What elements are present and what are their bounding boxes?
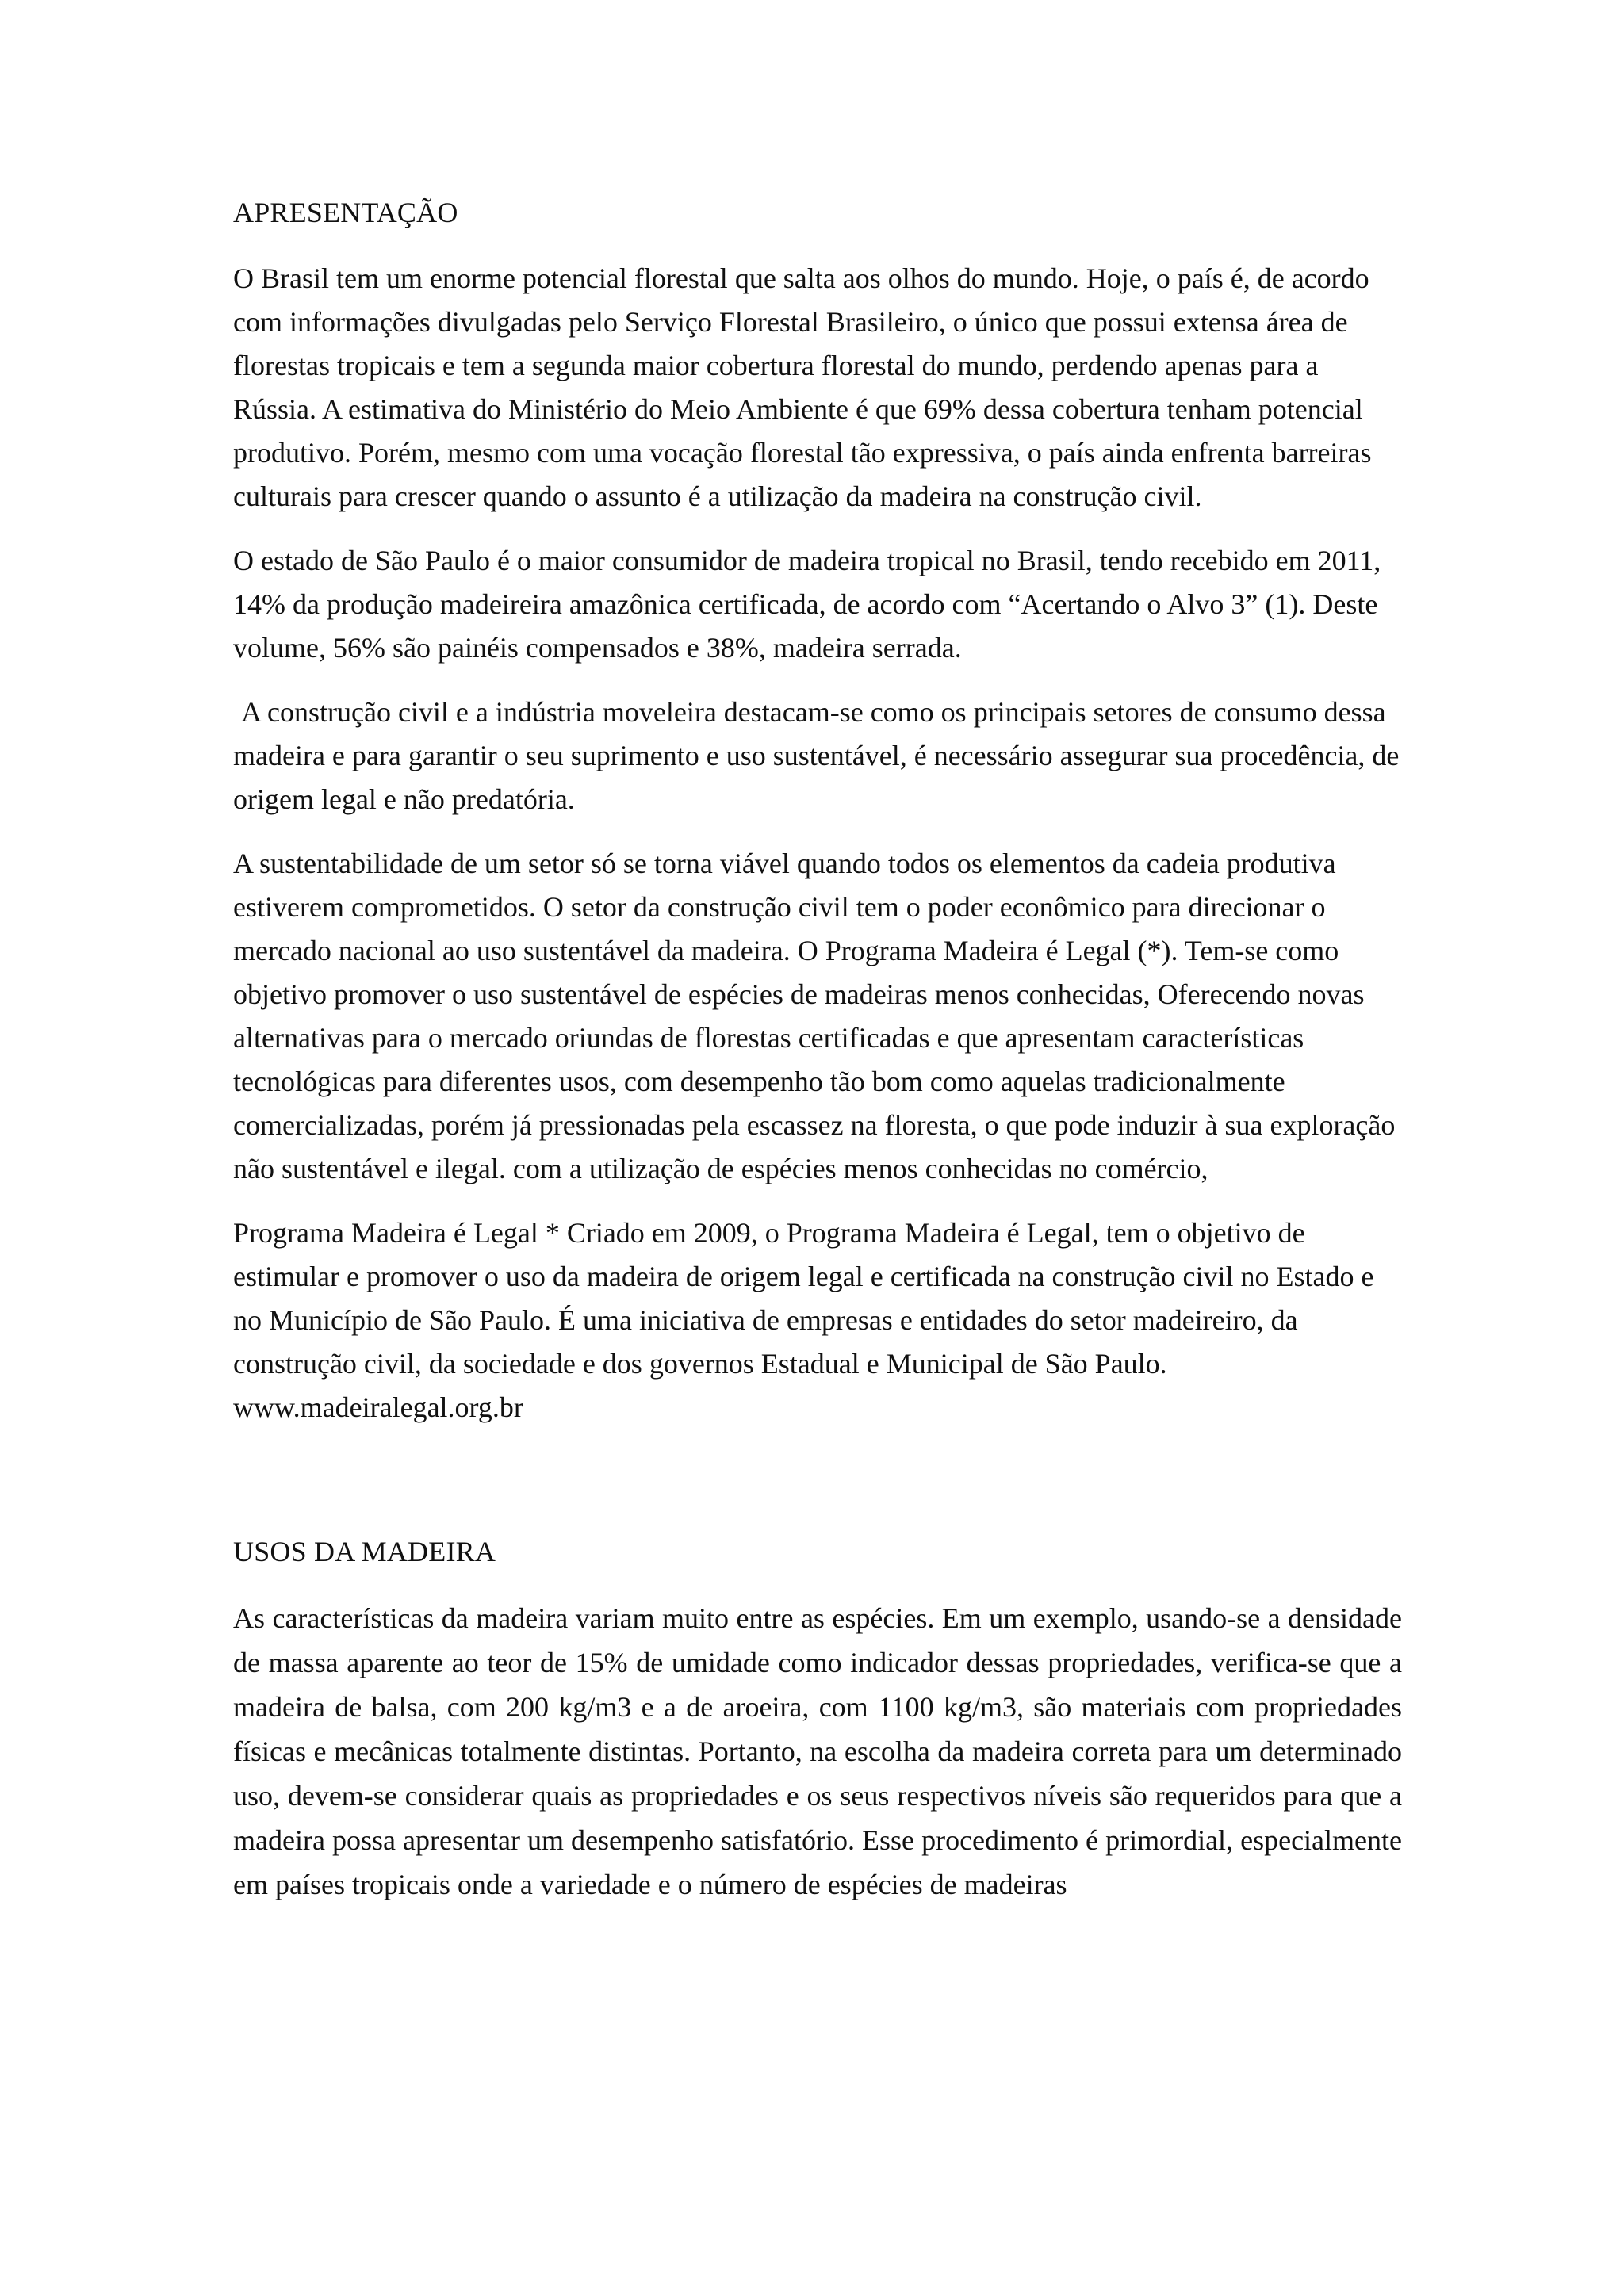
paragraph-construcao-moveleira: A construção civil e a indústria moveleira destacam-se como os principais setores de consumo dessa madeira e para garantir o seu suprimento e uso sustentável, é necessário assegurar sua procedência, de origem legal e não predatória. — [233, 696, 1400, 815]
section-heading-apresentacao: APRESENTAÇÃO — [233, 197, 458, 228]
section-spacer — [233, 1450, 1402, 1529]
paragraph-caracteristicas-madeira: As características da madeira variam muito entre as espécies. Em um exemplo, usando-se a densidade de massa aparente ao teor de 15% de umidade como indicador dessas propriedades, verifica-se que a madeira de balsa, com 200 kg/m3 e a de aroeira, com 1100 kg/m3, são materiais com propriedades físicas e mecânicas totalmente distintas. Portanto, na escolha da madeira correta para um determinado uso, devem-se considerar quais as propriedades e os seus respectivos níveis são requeridos para que a madeira possa apresentar um desempenho satisfatório. Esse procedimento é primordial, especialmente em países tropicais onde a variedade e o número de espécies de madeiras — [233, 1602, 1402, 1900]
paragraph-sao-paulo-consumo: O estado de São Paulo é o maior consumidor de madeira tropical no Brasil, tendo recebido em 2011, 14% da produção madeireira amazônica certificada, de acordo com “Acertando o Alvo 3” (1). Deste volume, 56% são painéis compensados e 38%, madeira serrada. — [233, 545, 1381, 664]
paragraph-sustentabilidade: A sustentabilidade de um setor só se torna viável quando todos os elementos da cadeia produtiva estiverem comprometidos. O setor da construção civil tem o poder econômico para direcionar o mercado nacional ao uso sustentável da madeira. O Programa Madeira é Legal (*). Tem-se como objetivo promover o uso sustentável de espécies de madeiras menos conhecidas, Oferecendo novas alternativas para o mercado oriundas de florestas certificadas e que apresentam características tecnológicas para diferentes usos, com desempenho tão bom como aquelas tradicionalmente comercializadas, porém já pressionadas pela escassez na floresta, o que pode induzir à sua exploração não sustentável e ilegal. com a utilização de espécies menos conhecidas no comércio, — [233, 848, 1396, 1184]
paragraph-potencial-florestal: O Brasil tem um enorme potencial florestal que salta aos olhos do mundo. Hoje, o país é, de acordo com informações divulgadas pelo Serviço Florestal Brasileiro, o único que possui extensa área de florestas tropicais e tem a segunda maior cobertura florestal do mundo, perdendo apenas para a Rússia. A estimativa do Ministério do Meio Ambiente é que 69% dessa cobertura tenham potencial produtivo. Porém, mesmo com uma vocação florestal tão expressiva, o país ainda enfrenta barreiras culturais para crescer quando o assunto é a utilização da madeira na construção civil. — [233, 262, 1372, 512]
section-heading-usos-da-madeira: USOS DA MADEIRA — [233, 1536, 496, 1567]
paragraph-programa-madeira-legal: Programa Madeira é Legal * Criado em 2009, o Programa Madeira é Legal, tem o objetivo de estimular e promover o uso da madeira de origem legal e certificada na construção civil no Estado e no Município de São Paulo. É uma iniciativa de empresas e entidades do setor madeireiro, da construção civil, da sociedade e dos governos Estadual e Municipal de São Paulo. www.madeiralegal.org.br — [233, 1217, 1374, 1423]
